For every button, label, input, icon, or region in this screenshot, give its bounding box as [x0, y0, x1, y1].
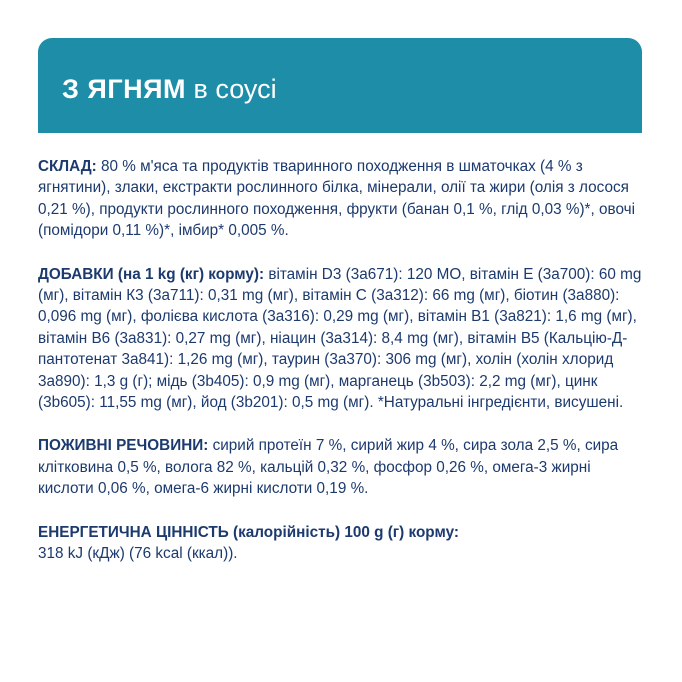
product-title-sub: в соусі: [193, 74, 277, 104]
product-title: [62, 73, 277, 105]
composition-text: 80 % м'яса та продуктів тваринного походження в шматочках (4 % з ягнятини), злаки, екстракти рослинного білка, мінерали, олії та жири (олія з лосося 0,21 %), продукти рослинного походження, фрукти (банан 0,1 %, глід 0,03 %)*, овочі (помідори 0,11 %)*, імбир* 0,005 %.: [38, 158, 635, 240]
composition-label: СКЛАД:: [38, 158, 97, 175]
nutrients-section: [38, 435, 642, 499]
energy-label: ЕНЕРГЕТИЧНА ЦІННІСТЬ (калорійність) 100 g (г) корму:: [38, 523, 459, 541]
additives-section: [38, 264, 642, 414]
product-header-banner: [38, 38, 642, 133]
product-title-main: З ЯГНЯМ: [62, 74, 187, 104]
nutrients-label: ПОЖИВНІ РЕЧОВИНИ:: [38, 437, 209, 455]
composition-section: [38, 156, 642, 242]
energy-text: 318 kJ (кДж) (76 kcal (ккал)).: [38, 545, 238, 563]
additives-text: вітамін D3 (3a671): 120 МО, вітамін Е (3а700): 60 mg (мг), вітамін К3 (3а711): 0,31 mg (мг), вітамін С (3а312): 66 mg (мг), біотин (3а880): 0,096 mg (мг), фолієва кислота (3а316): 0,29 mg (мг), вітамін В1 (3а821): 1,6 mg (мг), вітамін В6 (3а831): 0,27 mg (мг), ніацин (3а314): 8,4 mg (мг), вітамін В5 (Кальцію-Д-пантотенат 3а841): 1,26 mg (мг), таурин (3а370): 306 mg (мг), холін (холін хлорид 3а890): 1,3 g (г); мідь (3b405): 0,9 mg (мг), марганець (3b503): 2,2 mg (мг), цинк (3b605): 11,55 mg (мг), йод (3b201): 0,5 mg (мг). *Натуральні інгредієнти, висушені.: [38, 265, 642, 412]
additives-label: ДОБАВКИ (на 1 kg (кг) корму):: [38, 265, 265, 283]
product-info: [38, 156, 642, 587]
nutrients-text: сирий протеїн 7 %, сирий жир 4 %, сира зола 2,5 %, сира клітковина 0,5 %, волога 82 %, кальцій 0,32 %, фосфор 0,26 %, омега-3 жирні кислоти 0,06 %, омега-6 жирні кислоти 0,19 %.: [38, 437, 619, 498]
energy-section: [38, 522, 642, 565]
